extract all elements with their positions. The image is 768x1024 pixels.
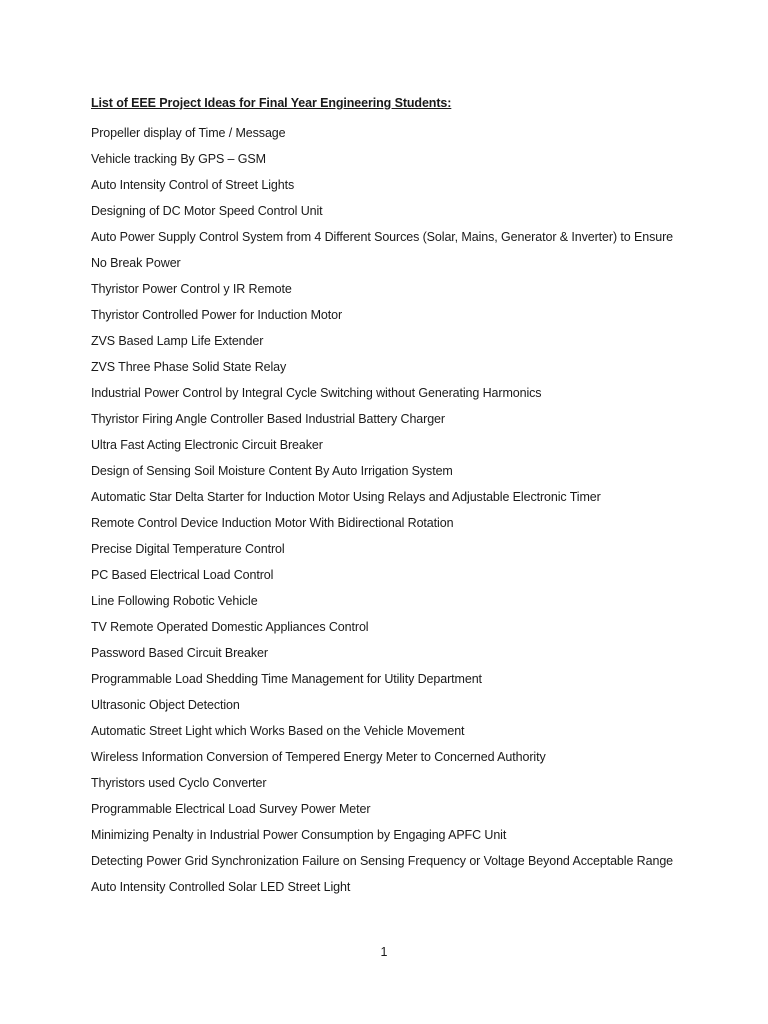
list-item: Industrial Power Control by Integral Cycle Switching without Generating Harmonics xyxy=(91,386,542,400)
list-item: Ultra Fast Acting Electronic Circuit Breaker xyxy=(91,438,323,452)
list-item: Remote Control Device Induction Motor With Bidirectional Rotation xyxy=(91,516,454,530)
list-item: Design of Sensing Soil Moisture Content By Auto Irrigation System xyxy=(91,464,453,478)
list-item: ZVS Three Phase Solid State Relay xyxy=(91,360,287,374)
list-item: Programmable Electrical Load Survey Power Meter xyxy=(91,802,371,816)
list-item: Auto Intensity Controlled Solar LED Street Light xyxy=(91,880,351,894)
list-item: Thyristors used Cyclo Converter xyxy=(91,776,267,790)
list-item: Programmable Load Shedding Time Management for Utility Department xyxy=(91,672,482,686)
list-item: Ultrasonic Object Detection xyxy=(91,698,240,712)
list-item: Precise Digital Temperature Control xyxy=(91,542,285,556)
list-item: Thyristor Power Control y IR Remote xyxy=(91,282,292,296)
list-item: Detecting Power Grid Synchronization Failure on Sensing Frequency or Voltage Beyond Acceptable Range xyxy=(91,854,674,868)
list-item: Password Based Circuit Breaker xyxy=(91,646,268,660)
list-item: Automatic Street Light which Works Based on the Vehicle Movement xyxy=(91,724,465,738)
project-list xyxy=(91,120,691,900)
document-body xyxy=(91,94,691,900)
list-item: Thyristor Controlled Power for Induction Motor xyxy=(91,308,343,322)
list-item: Automatic Star Delta Starter for Induction Motor Using Relays and Adjustable Electronic Timer xyxy=(91,490,601,504)
list-item: Line Following Robotic Vehicle xyxy=(91,594,258,608)
list-item: Designing of DC Motor Speed Control Unit xyxy=(91,204,323,218)
list-item: Minimizing Penalty in Industrial Power Consumption by Engaging APFC Unit xyxy=(91,828,507,842)
list-item: PC Based Electrical Load Control xyxy=(91,568,274,582)
list-item: Propeller display of Time / Message xyxy=(91,126,286,140)
list-item: ZVS Based Lamp Life Extender xyxy=(91,334,264,348)
list-item: Wireless Information Conversion of Tempered Energy Meter to Concerned Authority xyxy=(91,750,546,764)
list-item: TV Remote Operated Domestic Appliances Control xyxy=(91,620,369,634)
list-item: Auto Power Supply Control System from 4 Different Sources (Solar, Mains, Generator & Inverter) to Ensure No Break Power xyxy=(91,230,673,270)
list-item: Auto Intensity Control of Street Lights xyxy=(91,178,295,192)
list-heading: List of EEE Project Ideas for Final Year Engineering Students: xyxy=(91,96,452,110)
list-item: Vehicle tracking By GPS – GSM xyxy=(91,152,266,166)
page-number: 1 xyxy=(380,945,388,959)
list-item: Thyristor Firing Angle Controller Based Industrial Battery Charger xyxy=(91,412,445,426)
